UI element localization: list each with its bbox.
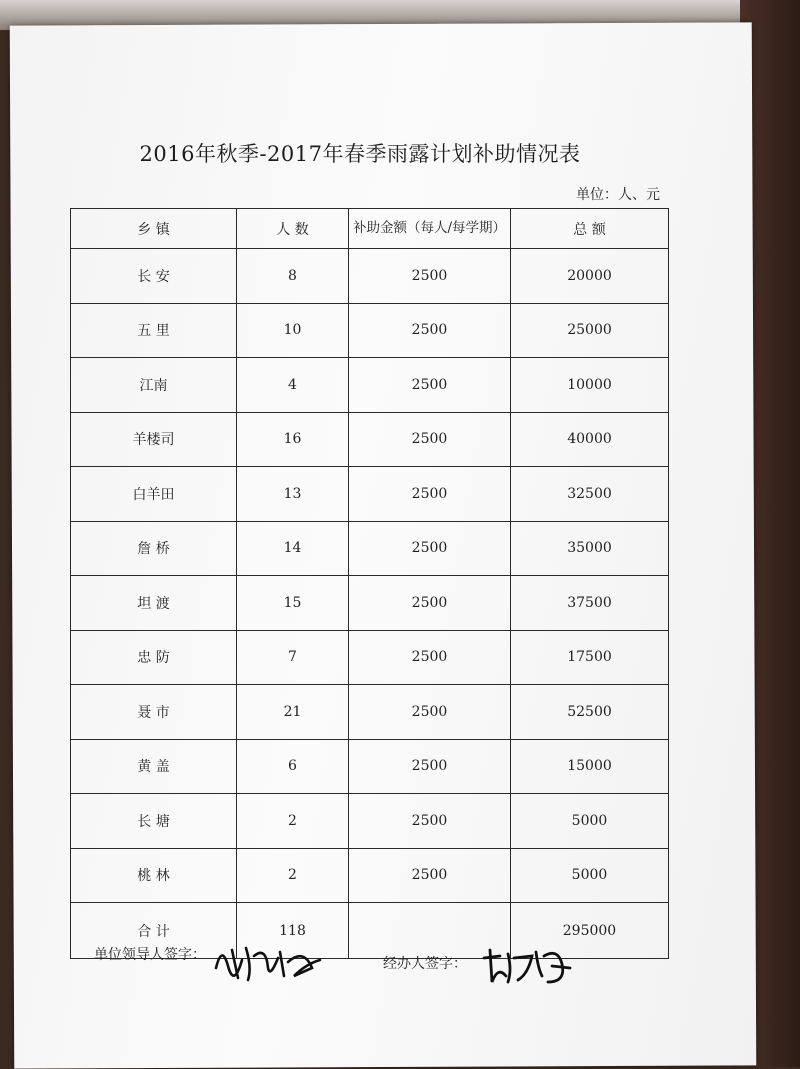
handler-signature — [478, 946, 578, 990]
cell-subsidy: 2500 — [349, 467, 511, 522]
cell-town: 羊楼司 — [71, 412, 237, 467]
cell-subsidy: 2500 — [349, 358, 511, 413]
table-row — [71, 521, 669, 576]
handler-signature-label: 经办人签字： — [383, 956, 467, 972]
cell-total: 15000 — [511, 739, 669, 794]
cell-town: 江南 — [71, 358, 237, 413]
table-row — [71, 685, 669, 740]
leader-signature — [208, 938, 328, 984]
table-row — [71, 576, 669, 631]
cell-count: 8 — [237, 249, 349, 304]
cell-count: 15 — [237, 576, 349, 631]
table-row — [71, 630, 669, 685]
cell-total: 5000 — [511, 794, 669, 849]
table-row — [71, 848, 669, 903]
total-amount: 295000 — [511, 903, 669, 959]
cell-total: 35000 — [511, 521, 669, 576]
cell-subsidy: 2500 — [349, 848, 511, 903]
cell-town: 五 里 — [71, 303, 237, 358]
header-town: 乡 镇 — [71, 209, 237, 249]
cell-total: 32500 — [511, 467, 669, 522]
cell-count: 16 — [237, 412, 349, 467]
total-count: 118 — [237, 903, 349, 959]
cell-town: 白羊田 — [71, 467, 237, 522]
cell-count: 21 — [237, 685, 349, 740]
cell-total: 37500 — [511, 576, 669, 631]
total-label: 合 计 — [71, 903, 237, 959]
table-header-row — [71, 209, 669, 249]
cell-count: 13 — [237, 467, 349, 522]
header-subsidy: 补助金额（每人/每学期） — [349, 209, 511, 249]
cell-total: 10000 — [511, 358, 669, 413]
table-row — [71, 358, 669, 413]
cell-town: 长 塘 — [71, 794, 237, 849]
cell-town: 聂 市 — [71, 685, 237, 740]
cell-total: 40000 — [511, 412, 669, 467]
cell-town: 桃 林 — [71, 848, 237, 903]
cell-subsidy: 2500 — [349, 412, 511, 467]
cell-total: 17500 — [511, 630, 669, 685]
table-row — [71, 303, 669, 358]
cell-subsidy: 2500 — [349, 521, 511, 576]
leader-signature-label: 单位领导人签字： — [94, 947, 206, 963]
cell-count: 2 — [237, 848, 349, 903]
table-row — [71, 739, 669, 794]
table-row — [71, 412, 669, 467]
cell-count: 2 — [237, 794, 349, 849]
cell-town: 长 安 — [71, 249, 237, 304]
cell-count: 6 — [237, 739, 349, 794]
cell-total: 52500 — [511, 685, 669, 740]
cell-subsidy: 2500 — [349, 794, 511, 849]
cell-subsidy: 2500 — [349, 249, 511, 304]
cell-town: 坦 渡 — [71, 576, 237, 631]
table-row — [71, 794, 669, 849]
cell-subsidy: 2500 — [349, 630, 511, 685]
table-row — [71, 467, 669, 522]
cell-total: 5000 — [511, 848, 669, 903]
cell-subsidy: 2500 — [349, 739, 511, 794]
cell-total: 25000 — [511, 303, 669, 358]
cell-subsidy: 2500 — [349, 303, 511, 358]
cell-town: 黄 盖 — [71, 739, 237, 794]
header-count: 人 数 — [237, 209, 349, 249]
cell-count: 4 — [237, 358, 349, 413]
cell-count: 7 — [237, 630, 349, 685]
unit-label: 单位：人、元 — [576, 187, 660, 203]
cell-town: 忠 防 — [71, 630, 237, 685]
cell-total: 20000 — [511, 249, 669, 304]
subsidy-table — [70, 208, 669, 959]
cell-count: 14 — [237, 521, 349, 576]
header-total: 总 额 — [511, 209, 669, 249]
document-title: 2016年秋季-2017年春季雨露计划补助情况表 — [139, 142, 581, 166]
table-row — [71, 249, 669, 304]
cell-subsidy: 2500 — [349, 685, 511, 740]
cell-subsidy: 2500 — [349, 576, 511, 631]
cell-town: 詹 桥 — [71, 521, 237, 576]
cell-count: 10 — [237, 303, 349, 358]
